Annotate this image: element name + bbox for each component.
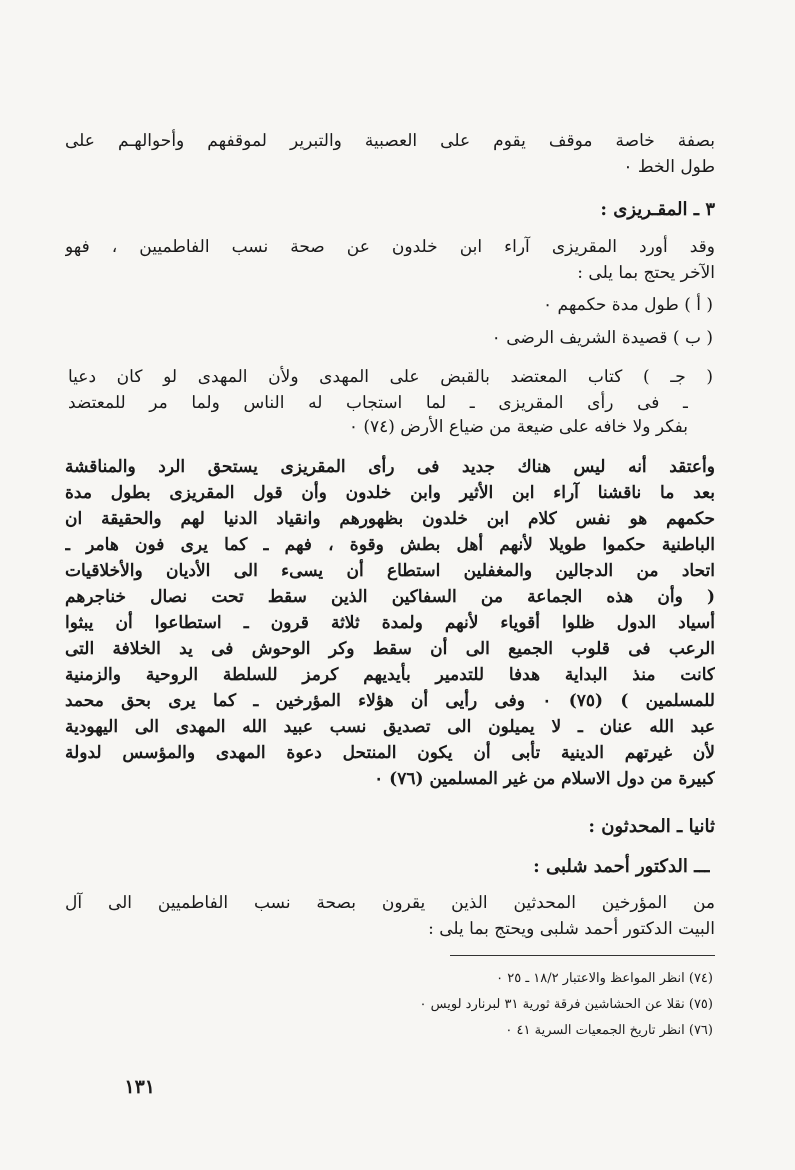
footnote-75: (٧٥) نقلا عن الحشاشين فرقة ثورية ٣١ لبرنارد لويس ٠ [419, 997, 713, 1012]
heading-maqrizi: ٣ ـ المقـريزى : [600, 199, 715, 220]
para3-line-3: حكمهم هو نفس كلام ابن خلدون بظهورهم وانقياد الدنيا لهم والحقيقة ان [65, 509, 715, 529]
para3-line-2: بعد ما ناقشنا آراء ابن الأثير وابن خلدون وأن قول المقريزى بطول مدة [65, 483, 715, 503]
list-item-c-line-2: ـ فى رأى المقريزى ـ لما استجاب له الناس ولما مر للمعتضد [68, 393, 688, 413]
para3-line-8: الرعب فى قلوب الجميع الى أن سقط وكر الوحوش فى يد الخلافة التى [65, 639, 715, 659]
para3-line-7: أسياد الدول ظلوا أقوياء لأنهم ولمدة ثلاثة قرون ـ استطاعوا أن يبثوا [65, 613, 715, 633]
footnote-76: (٧٦) انظر تاريخ الجمعيات السرية ٤١ ٠ [505, 1023, 713, 1038]
para3-line-11: عبد الله عنان ـ لا يميلون الى تصديق نسب عبيد الله المهدى الى اليهودية [65, 717, 715, 737]
para3-line-13: كبيرة من دول الاسلام من غير المسلمين (٧٦) ٠ [374, 769, 715, 789]
para4-line-2: البيت الدكتور أحمد شلبى ويحتج بما يلى : [428, 919, 715, 939]
para3-line-10: للمسلمين ) (٧٥) ٠ وفى رأيى أن هؤلاء المؤرخين ـ كما يرى بحق محمد [65, 691, 715, 711]
para2-line-1: وقد أورد المقريزى آراء ابن خلدون عن صحة نسب الفاطميين ، فهو [65, 237, 715, 257]
page-number: ١٣١ [124, 1076, 155, 1098]
para4-line-1: من المؤرخين المحدثين الذين يقرون بصحة نسب الفاطميين الى آل [65, 893, 715, 913]
list-item-a: ( أ ) طول مدة حكمهم ٠ [542, 295, 713, 315]
para3-line-9: كانت منذ البداية هدفا للتدمير بأيديهم كرمز للسلطة الروحية والزمنية [65, 665, 715, 685]
para3-line-4: الباطنية حكموا طويلا لأنهم أهل بطش وقوة ، فهم ـ كما يرى فون هامر ـ [65, 535, 715, 555]
para3-line-1: وأعتقد أنه ليس هناك جديد فى رأى المقريزى يستحق الرد والمناقشة [65, 457, 715, 477]
para1-line-2: طول الخط ٠ [623, 157, 715, 177]
footnote-74: (٧٤) انظر المواعظ والاعتبار ١٨/٢ ـ ٢٥ ٠ [496, 971, 713, 986]
heading-ahmed-shalaby: ـــ الدكتور أحمد شلبى : [533, 856, 710, 877]
para3-line-5: اتحاد من الدجالين والمغفلين استطاع أن يسىء الى الأديان والأخلاقيات [65, 561, 715, 581]
heading-modern-historians: ثانيا ـ المحدثون : [588, 816, 715, 837]
list-item-c-line-1: ( جـ ) كتاب المعتضد بالقبض على المهدى ولأن المهدى لو كان دعيا [68, 367, 713, 387]
para1-line-1: بصفة خاصة موقف يقوم على العصبية والتبرير لموقفهم وأحوالهـم على [65, 131, 715, 151]
footnote-divider [450, 955, 715, 956]
list-item-b: ( ب ) قصيدة الشريف الرضى ٠ [491, 328, 713, 348]
para3-line-12: لأن غيرتهم الدينية تأبى أن يكون المنتحل دعوة المهدى والمؤسس لدولة [65, 743, 715, 763]
para2-line-2: الآخر يحتج بما يلى : [577, 263, 715, 283]
para3-line-6: ( وأن هذه الجماعة من السفاكين الذين سقط تحت نصال خناجرهم [65, 587, 715, 607]
list-item-c-line-3: بفكر ولا خافه على ضيعة من ضياع الأرض (٧٤) ٠ [348, 417, 688, 437]
